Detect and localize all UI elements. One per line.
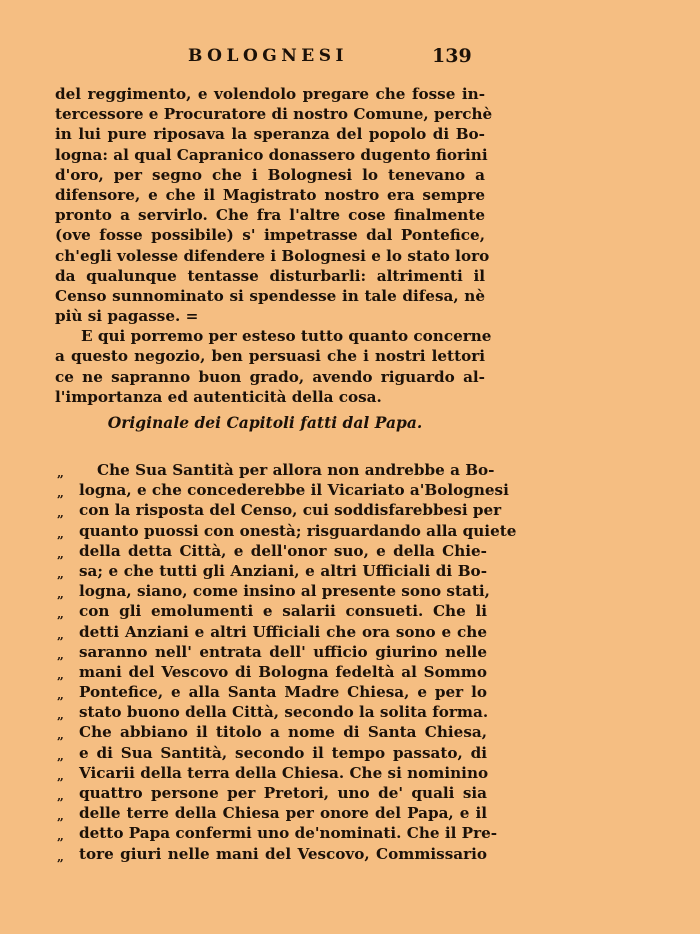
quoted-line-text: Vicarii della terra della Chiesa. Che si nominino [79,763,489,782]
quoted-line-text: detto Papa confermi uno de'nominati. Che il Pre- [79,824,498,843]
quote-mark: „ [57,566,64,581]
quoted-line [57,722,487,742]
quoted-line-text: Pontefice, e alla Santa Madre Chiesa, e per lo [79,683,487,702]
quoted-line-text: sa; e che tutti gli Anziani, e altri Ufficiali di Bo- [79,561,487,580]
section-title: Originale dei Capitoli fatti dal Papa. [107,413,423,432]
quoted-line [57,500,502,521]
text-line: a questo negozio, ben persuasi che i nostri lettori [55,347,485,366]
text-line: E qui porremo per esteso tutto quanto concerne [81,327,492,346]
quoted-line-text: detti Anziani e altri Ufficiali che ora sono e che [79,622,487,641]
quoted-line-text: logna, siano, come insino al presente sono stati, [79,582,490,601]
quote-mark: „ [57,627,64,642]
quote-mark: „ [57,688,64,703]
text-line: pronto a servirlo. Che fra l'altre cose finalmente [55,206,485,225]
running-head [0,46,700,72]
quote-mark: „ [57,607,64,622]
quoted-line [57,601,487,621]
quote-mark: „ [57,466,64,480]
quoted-line [57,662,487,682]
text-line: tercessore e Procuratore di nostro Comune, perchè [55,105,493,124]
quote-mark: „ [57,526,64,541]
quoted-line-text: saranno nell' entrata dell' ufficio giurino nelle [79,642,487,661]
text-line: (ove fosse possibile) s' impetrasse dal Pontefice, [55,226,485,245]
quoted-line-text: stato buono della Città, secondo la solita forma. [79,703,489,722]
quoted-line [57,642,487,662]
text-line: ce ne sapranno buon grado, avendo riguardo al- [55,367,485,386]
quoted-line [57,803,487,823]
text-line: d'oro, per segno che i Bolognesi lo tenevano a [55,165,485,184]
quote-mark: „ [57,708,64,723]
text-line: Censo sunnominato si spendesse in tale difesa, nè [55,286,485,305]
quoted-line [57,460,495,480]
quote-mark: „ [57,829,64,844]
quote-mark: „ [57,768,64,783]
quote-mark: „ [57,506,64,521]
text-line: logna: al qual Capranico donassero dugento fiorini [55,145,488,164]
text-line: l'importanza ed autenticità della cosa. [55,387,382,406]
quoted-line [57,844,487,864]
quoted-line-text: Che abbiano il titolo a nome di Santa Chiesa, [79,723,487,742]
quote-mark: „ [57,546,64,561]
text-line: più si pagasse. = [55,307,199,326]
quote-mark: „ [57,728,64,743]
quoted-line [57,702,487,722]
quote-mark: „ [57,789,64,803]
text-line: in lui pure riposava la speranza del popolo di Bo- [55,125,485,144]
quoted-line-text: mani del Vescovo di Bologna fedeltà al Sommo [79,662,487,681]
quote-mark: „ [57,667,64,682]
quoted-line [57,783,487,803]
quote-mark: „ [57,748,64,763]
quoted-line-text: e di Sua Santità, secondo il tempo passato, di [79,743,487,762]
quoted-line-text: quattro persone per Pretori, uno de' quali sia [79,784,487,802]
quoted-line-text: della detta Città, e dell'onor suo, e della Chie- [79,541,487,560]
quoted-line-text: tore giuri nelle mani del Vescovo, Commissario [79,844,487,863]
quote-mark: „ [57,647,64,662]
quoted-line-text: con la risposta del Censo, cui soddisfarebbesi per [79,501,502,520]
quote-mark: „ [57,849,64,864]
text-line: ch'egli volesse difendere i Bolognesi e lo stato loro [55,246,490,265]
quoted-line [57,480,509,501]
quoted-line [57,743,487,763]
running-title: BOLOGNESI [188,46,348,66]
quoted-line-text: logna, e che concederebbe il Vicariato a'Bolognesi [79,481,509,500]
quoted-line [57,622,487,642]
quote-mark: „ [57,486,64,501]
quoted-line [57,823,498,844]
text-line: da qualunque tentasse disturbarli: altrimenti il [55,266,485,285]
quoted-line [57,521,517,541]
quoted-line [57,682,487,702]
text-line: del reggimento, e volendolo pregare che fosse in- [55,85,485,103]
body-text [55,84,493,407]
quoted-line [57,561,487,581]
quote-mark: „ [57,809,64,824]
quoted-line-text: quanto puossi con onestà; risguardando alla quiete [79,521,517,540]
quoted-text [57,460,517,864]
quoted-line [57,581,490,602]
quoted-line-text: delle terre della Chiesa per onore del Papa, e il [79,804,487,823]
quoted-line [57,763,487,783]
text-line: difensore, e che il Magistrato nostro era sempre [55,185,485,204]
quoted-line-text: con gli emolumenti e salarii consueti. Che li [79,602,487,621]
quote-mark: „ [57,587,64,602]
page-number: 139 [432,45,472,67]
quoted-line [57,541,487,561]
quoted-line-text: Che Sua Santità per allora non andrebbe a Bo- [97,461,495,479]
